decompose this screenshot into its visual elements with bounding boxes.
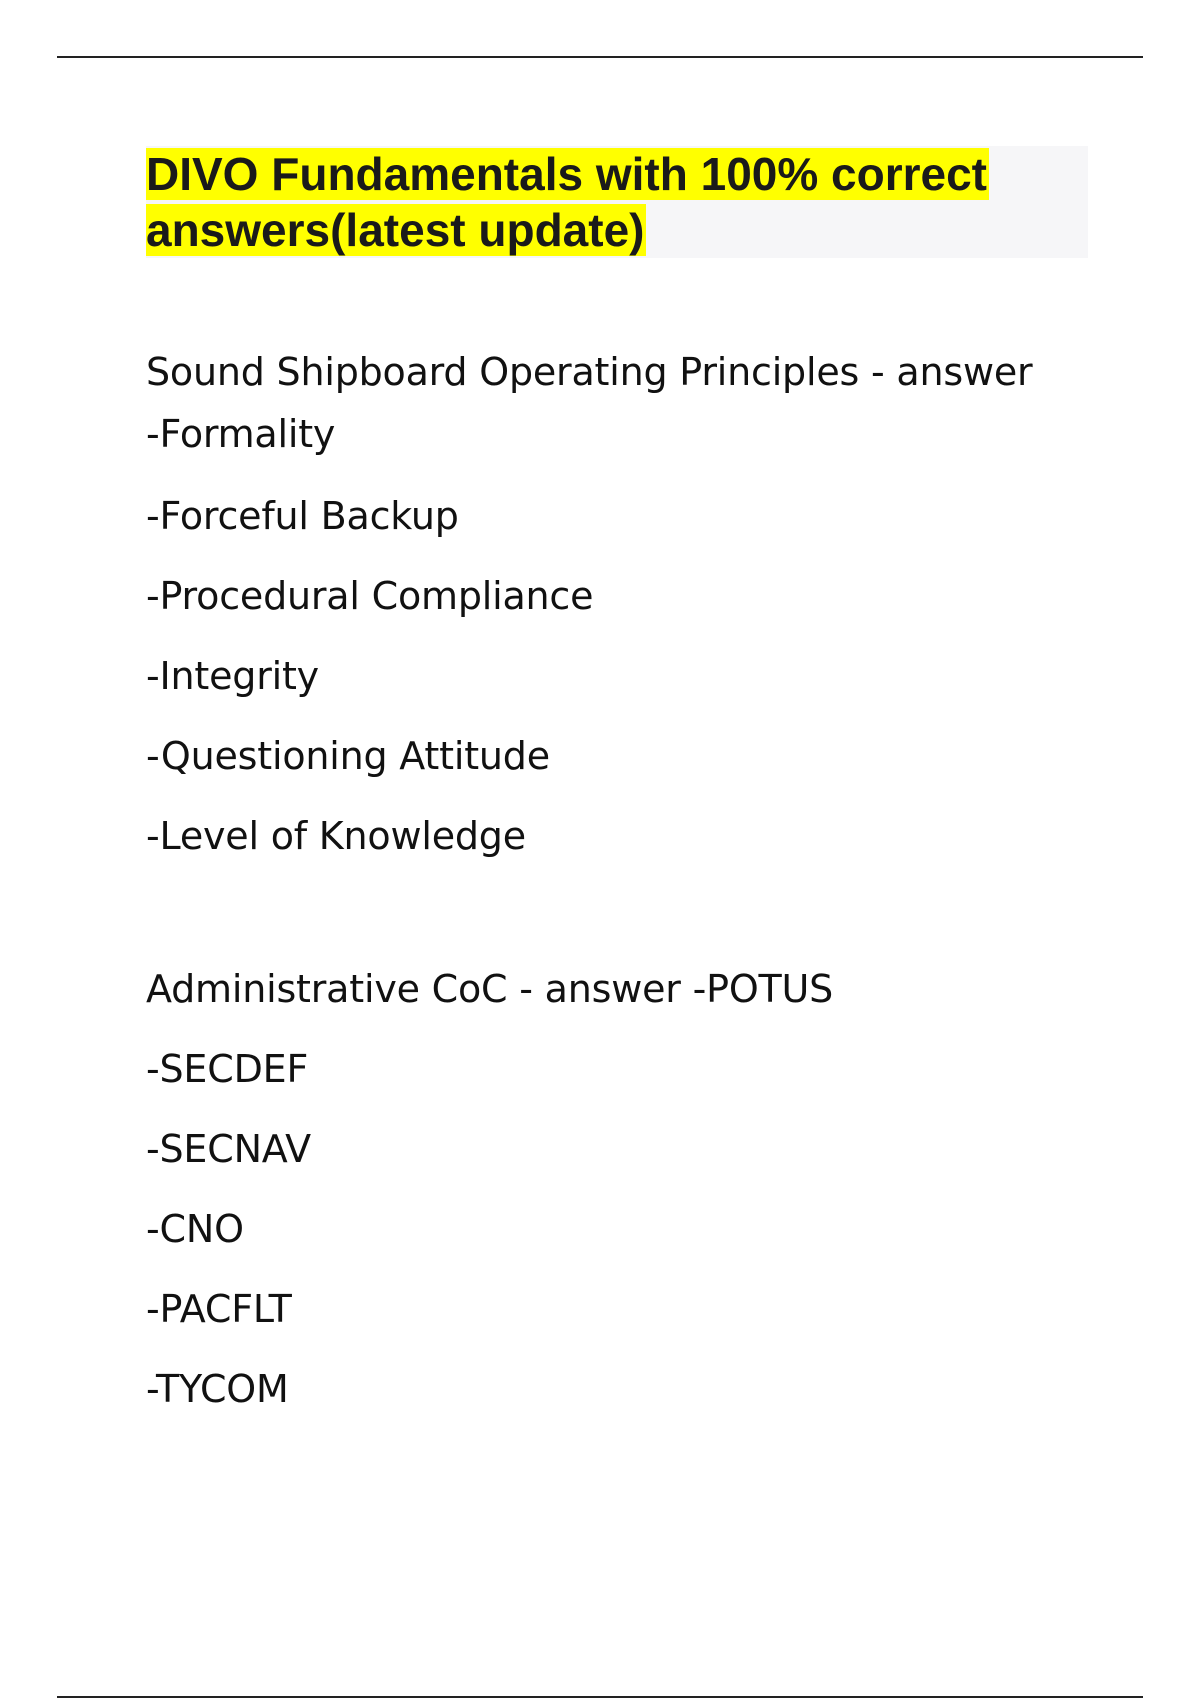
list-item: -Questioning Attitude [146, 734, 550, 778]
title-line-1-text: DIVO Fundamentals with 100% correct [146, 148, 988, 200]
list-item: -Level of Knowledge [146, 814, 526, 858]
section-heading: Sound Shipboard Operating Principles - answer [146, 350, 1033, 394]
list-item: -Formality [146, 412, 336, 456]
list-item: -PACFLT [146, 1287, 292, 1331]
list-item: -TYCOM [146, 1367, 289, 1411]
title-line-1 [146, 146, 1088, 202]
list-item: -CNO [146, 1207, 244, 1251]
list-item: -Forceful Backup [146, 494, 459, 538]
list-item: -SECDEF [146, 1047, 309, 1091]
section-administrative-coc [146, 958, 1106, 1438]
list-item: -SECNAV [146, 1127, 311, 1171]
bottom-rule [57, 1696, 1143, 1698]
list-item: -Procedural Compliance [146, 574, 594, 618]
top-rule [57, 56, 1143, 58]
section-shipboard-principles [146, 341, 1106, 885]
title-line-2 [146, 202, 1088, 258]
section-heading: Administrative CoC - answer -POTUS [146, 967, 834, 1011]
title-line-2-text: answers(latest update) [146, 204, 645, 256]
list-item: -Integrity [146, 654, 319, 698]
document-title [146, 146, 1088, 258]
